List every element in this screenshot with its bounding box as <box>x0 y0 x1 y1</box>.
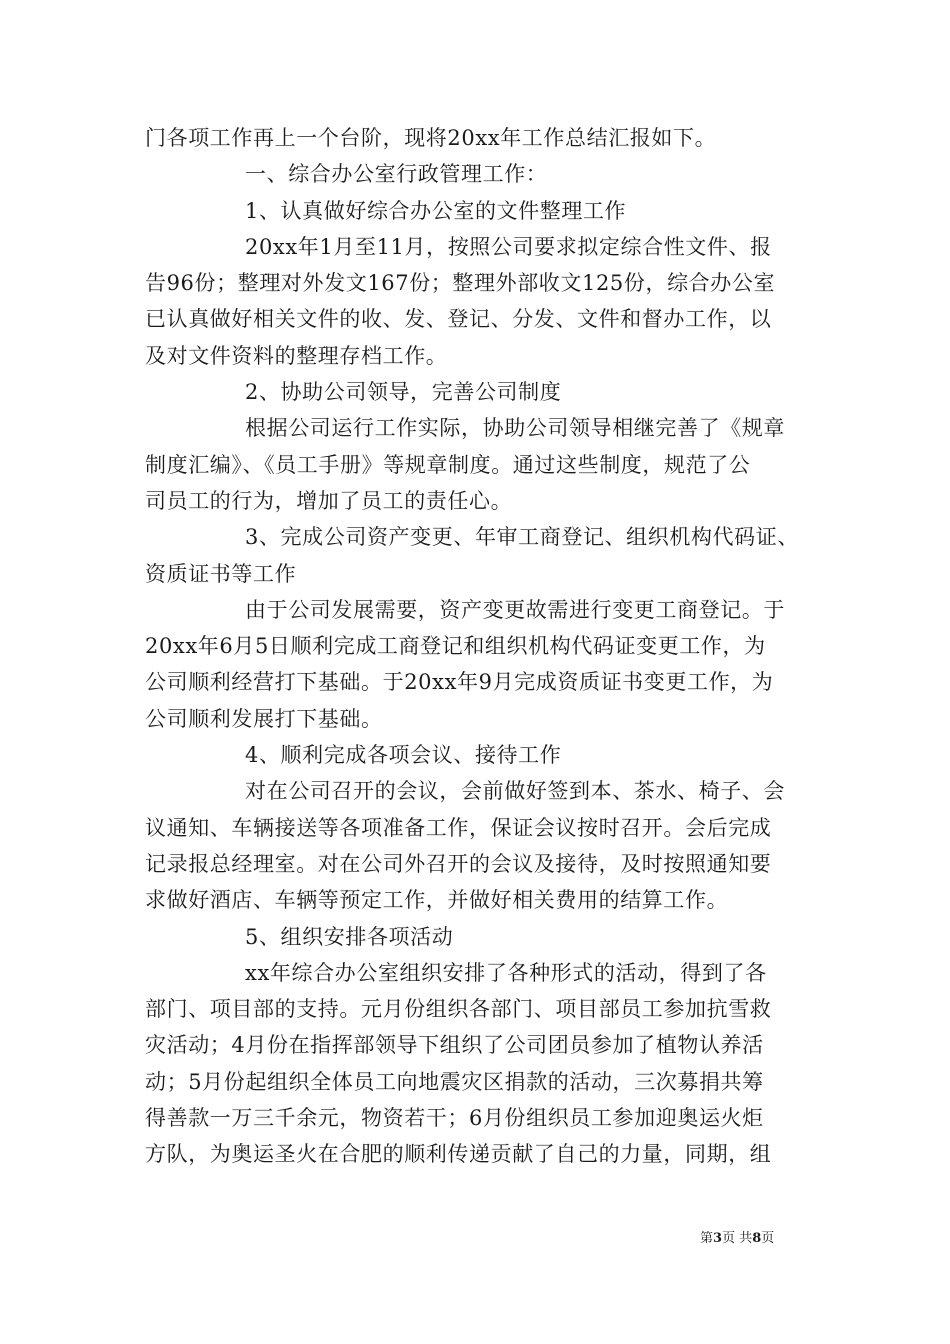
text-line: 4、顺利完成各项会议、接待工作 <box>245 743 562 768</box>
text-line: 告96份；整理对外发文167份；整理外部收文125份，综合办公室 <box>145 271 776 296</box>
text-line: 根据公司运行工作实际，协助公司领导相继完善了《规章 <box>245 416 785 441</box>
text-line: 20xx年1月至11月，按照公司要求拟定综合性文件、报 <box>245 234 772 259</box>
text-line: 议通知、车辆接送等各项准备工作，保证会议按时召开。会后完成 <box>145 815 772 840</box>
text-line: xx年综合办公室组织安排了各种形式的活动，得到了各 <box>245 960 767 985</box>
text-line: 由于公司发展需要，资产变更故需进行变更工商登记。于 <box>245 597 785 622</box>
text-line: 2、协助公司领导，完善公司制度 <box>245 380 562 405</box>
footer-middle: 页 共 <box>722 1231 753 1246</box>
text-line: 对在公司召开的会议，会前做好签到本、茶水、椅子、会 <box>245 779 785 804</box>
text-line: 已认真做好相关文件的收、发、登记、分发、文件和督办工作，以 <box>145 307 772 332</box>
text-line: 公司顺利经营打下基础。于20xx年9月完成资质证书变更工作，为 <box>145 670 774 695</box>
document-body <box>145 120 810 1173</box>
text-line: 资质证书等工作 <box>145 561 297 586</box>
text-line: 求做好酒店、车辆等预定工作，并做好相关费用的结算工作。 <box>145 888 729 913</box>
text-line: 得善款一万三千余元，物资若干；6月份组织员工参加迎奥运火炬 <box>145 1106 764 1131</box>
footer-prefix: 第 <box>700 1231 714 1246</box>
text-line: 20xx年6月5日顺利完成工商登记和组织机构代码证变更工作，为 <box>145 634 766 659</box>
text-line: 一、综合办公室行政管理工作： <box>245 162 548 187</box>
text-line: 5、组织安排各项活动 <box>245 924 454 949</box>
text-line: 部门、项目部的支持。元月份组织各部门、项目部员工参加抗雪救 <box>145 997 772 1022</box>
text-line: 动；5月份起组织全体员工向地震灾区捐款的活动，三次募捐共筹 <box>145 1069 764 1094</box>
page-footer <box>700 1229 820 1249</box>
current-page-number: 3 <box>713 1231 723 1246</box>
text-line: 公司顺利发展打下基础。 <box>145 706 383 731</box>
total-pages-number: 8 <box>752 1231 762 1246</box>
text-line: 及对文件资料的整理存档工作。 <box>145 343 448 368</box>
text-line: 司员工的行为，增加了员工的责任心。 <box>145 488 513 513</box>
text-line: 制度汇编》、《员工手册》等规章制度。通过这些制度，规范了公 <box>145 452 751 477</box>
text-line: 方队，为奥运圣火在合肥的顺利传递贡献了自己的力量，同期，组 <box>145 1142 772 1167</box>
footer-suffix: 页 <box>761 1231 775 1246</box>
text-line: 3、完成公司资产变更、年审工商登记、组织机构代码证、 <box>245 525 799 550</box>
text-line: 记录报总经理室。对在公司外召开的会议及接待，及时按照通知要 <box>145 851 772 876</box>
text-line: 灾活动；4月份在指挥部领导下组织了公司团员参加了植物认养活 <box>145 1033 764 1058</box>
text-line: 门各项工作再上一个台阶，现将20xx年工作总结汇报如下。 <box>145 126 717 150</box>
text-line: 1、认真做好综合办公室的文件整理工作 <box>245 198 627 223</box>
